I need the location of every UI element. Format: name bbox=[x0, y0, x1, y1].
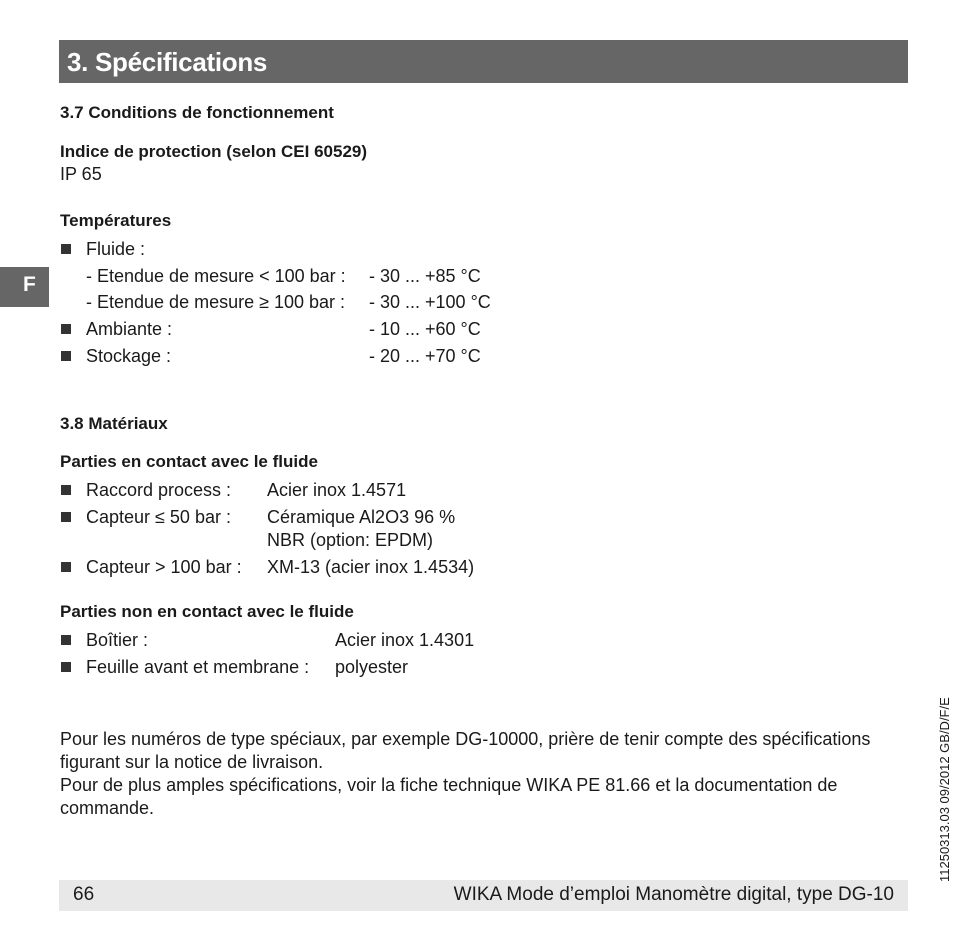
bullet-icon bbox=[61, 324, 71, 334]
bullet-icon bbox=[61, 244, 71, 254]
bullet-icon bbox=[61, 512, 71, 522]
document-code: 11250313.03 09/2012 GB/D/F/E bbox=[937, 697, 952, 882]
range-lt-value: - 30 ... +85 °C bbox=[369, 266, 481, 286]
boitier-label: Boîtier : bbox=[86, 630, 149, 650]
bullet-icon bbox=[61, 562, 71, 572]
language-tab-label: F bbox=[23, 273, 36, 296]
raccord-label: Raccord process : bbox=[86, 480, 232, 500]
stockage-label: Stockage : bbox=[86, 346, 172, 366]
bullet-icon bbox=[61, 635, 71, 645]
feuille-value: polyester bbox=[335, 657, 409, 677]
capteur-50-value-2: NBR (option: EPDM) bbox=[267, 530, 434, 550]
footer-title: WIKA Mode d’emploi Manomètre digital, type DG-10 bbox=[453, 884, 894, 905]
range-ge-label: - Etendue de mesure ≥ 100 bar : bbox=[86, 292, 346, 312]
capteur-100-value: XM-13 (acier inox 1.4534) bbox=[267, 557, 475, 577]
wetted-parts-heading: Parties en contact avec le fluide bbox=[60, 452, 318, 471]
footer-bar bbox=[59, 880, 908, 911]
page-number: 66 bbox=[73, 884, 95, 905]
page-title: 3. Spécifications bbox=[67, 47, 268, 77]
bullet-icon bbox=[61, 351, 71, 361]
capteur-50-value-1: Céramique Al2O3 96 % bbox=[267, 507, 456, 527]
ambiante-label: Ambiante : bbox=[86, 319, 173, 339]
boitier-value: Acier inox 1.4301 bbox=[335, 630, 475, 650]
section-3-7-heading: 3.7 Conditions de fonctionnement bbox=[60, 103, 334, 122]
language-tab bbox=[0, 267, 49, 307]
range-lt-label: - Etendue de mesure < 100 bar : bbox=[86, 266, 346, 286]
ambiante-value: - 10 ... +60 °C bbox=[369, 319, 481, 339]
bullet-icon bbox=[61, 662, 71, 672]
range-ge-value: - 30 ... +100 °C bbox=[369, 292, 491, 312]
stockage-value: - 20 ... +70 °C bbox=[369, 346, 481, 366]
note-line-4: commande. bbox=[60, 798, 155, 818]
capteur-50-label: Capteur ≤ 50 bar : bbox=[86, 507, 231, 527]
note-line-3: Pour de plus amples spécifications, voir la fiche technique WIKA PE 81.66 et la documentation de bbox=[60, 775, 838, 795]
section-3-8-heading: 3.8 Matériaux bbox=[60, 414, 168, 433]
note-line-1: Pour les numéros de type spéciaux, par exemple DG-10000, prière de tenir compte des spécifications bbox=[60, 729, 871, 749]
note-line-2: figurant sur la notice de livraison. bbox=[60, 752, 324, 772]
temperatures-heading: Températures bbox=[60, 211, 172, 230]
protection-label: Indice de protection (selon CEI 60529) bbox=[60, 142, 368, 161]
feuille-label: Feuille avant et membrane : bbox=[86, 657, 310, 677]
non-wetted-parts-heading: Parties non en contact avec le fluide bbox=[60, 602, 354, 621]
protection-value: IP 65 bbox=[60, 164, 102, 184]
capteur-100-label: Capteur > 100 bar : bbox=[86, 557, 242, 577]
fluide-label: Fluide : bbox=[86, 239, 146, 259]
section-header-bar bbox=[59, 40, 908, 83]
bullet-icon bbox=[61, 485, 71, 495]
raccord-value: Acier inox 1.4571 bbox=[267, 480, 407, 500]
